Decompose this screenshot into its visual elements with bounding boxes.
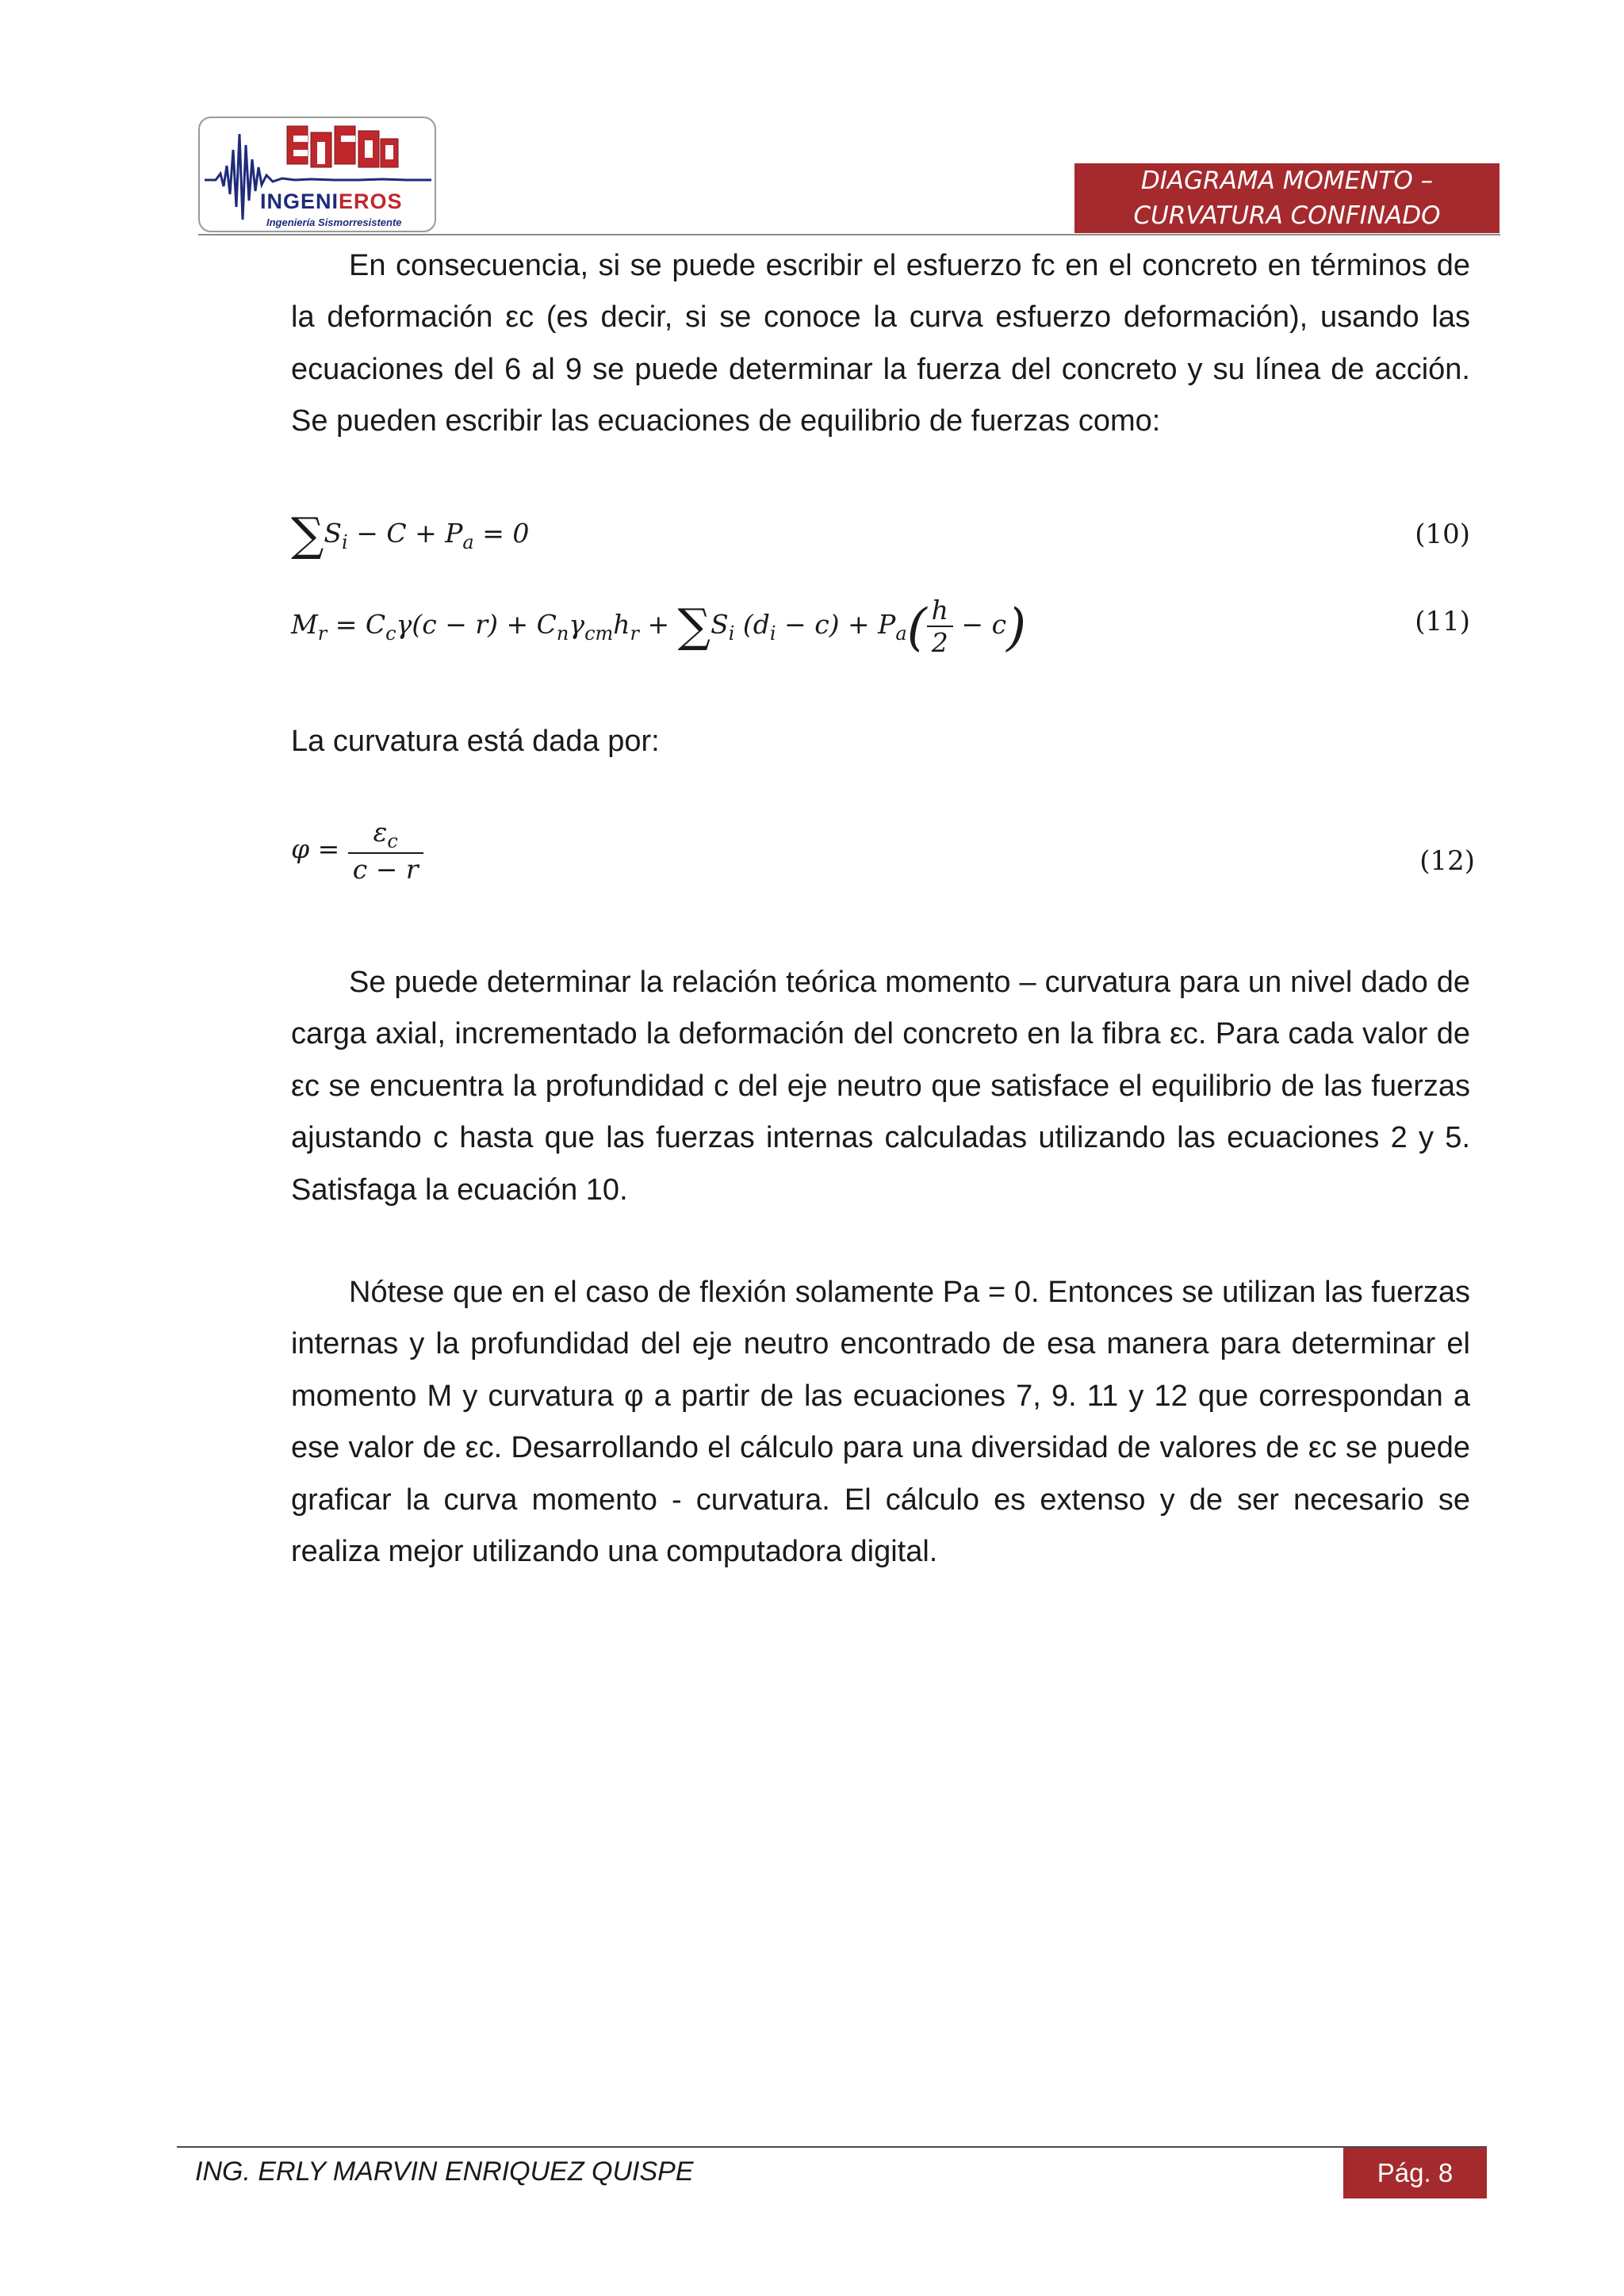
seismograph-logo-graphic	[200, 118, 436, 232]
company-logo	[198, 117, 436, 232]
page-number-badge: Pág. 8	[1343, 2148, 1487, 2198]
document-title-banner	[1074, 163, 1500, 233]
logo-tagline: Ingeniería Sismorresistente	[266, 216, 402, 228]
equation-12-number: (12)	[1419, 845, 1475, 877]
paragraph-3	[291, 957, 1470, 1216]
equation-11-number: (11)	[1415, 606, 1470, 637]
footer-author: ING. ERLY MARVIN ENRIQUEZ QUISPE	[195, 2156, 694, 2187]
paragraph-3-text: Se puede determinar la relación teórica momento – curvatura para un nivel dado de carga axial, incrementado la deformación del concreto en la fibra εc. Para cada valor de εc se encuentra la profundidad c del eje neutro que satisface el equilibrio de las fuerzas ajustando c hasta que las fuerzas internas calculadas utilizando las ecuaciones 2 y 5. Satisfaga la ecuación 10.	[291, 966, 1470, 1207]
footer-divider	[177, 2146, 1487, 2148]
paragraph-4-text: Nótese que en el caso de flexión solamente Pa = 0. Entonces se utilizan las fuerzas internas y la profundidad del eje neutro encontrado de esa manera para determinar el momento M y curvatura φ a partir de las ecuaciones 7, 9. 11 y 12 que correspondan a ese valor de εc. Desarrollando el cálculo para una diversidad de valores de εc se puede graficar la curva momento - curvatura. El cálculo es extenso y de ser necesario se realiza mejor utilizando una computadora digital.	[291, 1276, 1470, 1569]
equation-11: $M_r = C_c\gamma(c - r) + C_n\gamma_{cm}h_r + \sum S_i$ $(d_i - c) + P_a$( $\frac{h}{2}$ − c) (11)	[291, 595, 1470, 658]
paragraph-1	[291, 240, 1470, 448]
paragraph-1-text: En consecuencia, si se puede escribir el esfuerzo fc en el concreto en términos de la deformación εc (es decir, si se conoce la curva esfuerzo deformación), usando las ecuaciones del 6 al 9 se puede determinar la fuerza del concreto y su línea de acción. Se pueden escribir las ecuaciones de equilibrio de fuerzas como:	[291, 249, 1470, 438]
logo-wordmark: INGENIEROS	[260, 189, 403, 213]
equation-10-number: (10)	[1415, 519, 1470, 550]
paragraph-4	[291, 1267, 1470, 1578]
equation-12: φ = $\frac{\varepsilon_c}{c - r}$ (12)	[291, 817, 1475, 885]
title-line-2: CURVATURA CONFINADO	[1133, 201, 1441, 230]
header-divider	[198, 234, 1500, 235]
equation-10: $\sum S_i - C + P_a = 0$ (10)	[291, 507, 1470, 561]
title-line-1: DIAGRAMA MOMENTO –	[1140, 166, 1434, 195]
paragraph-2: La curvatura está dada por:	[291, 725, 660, 758]
